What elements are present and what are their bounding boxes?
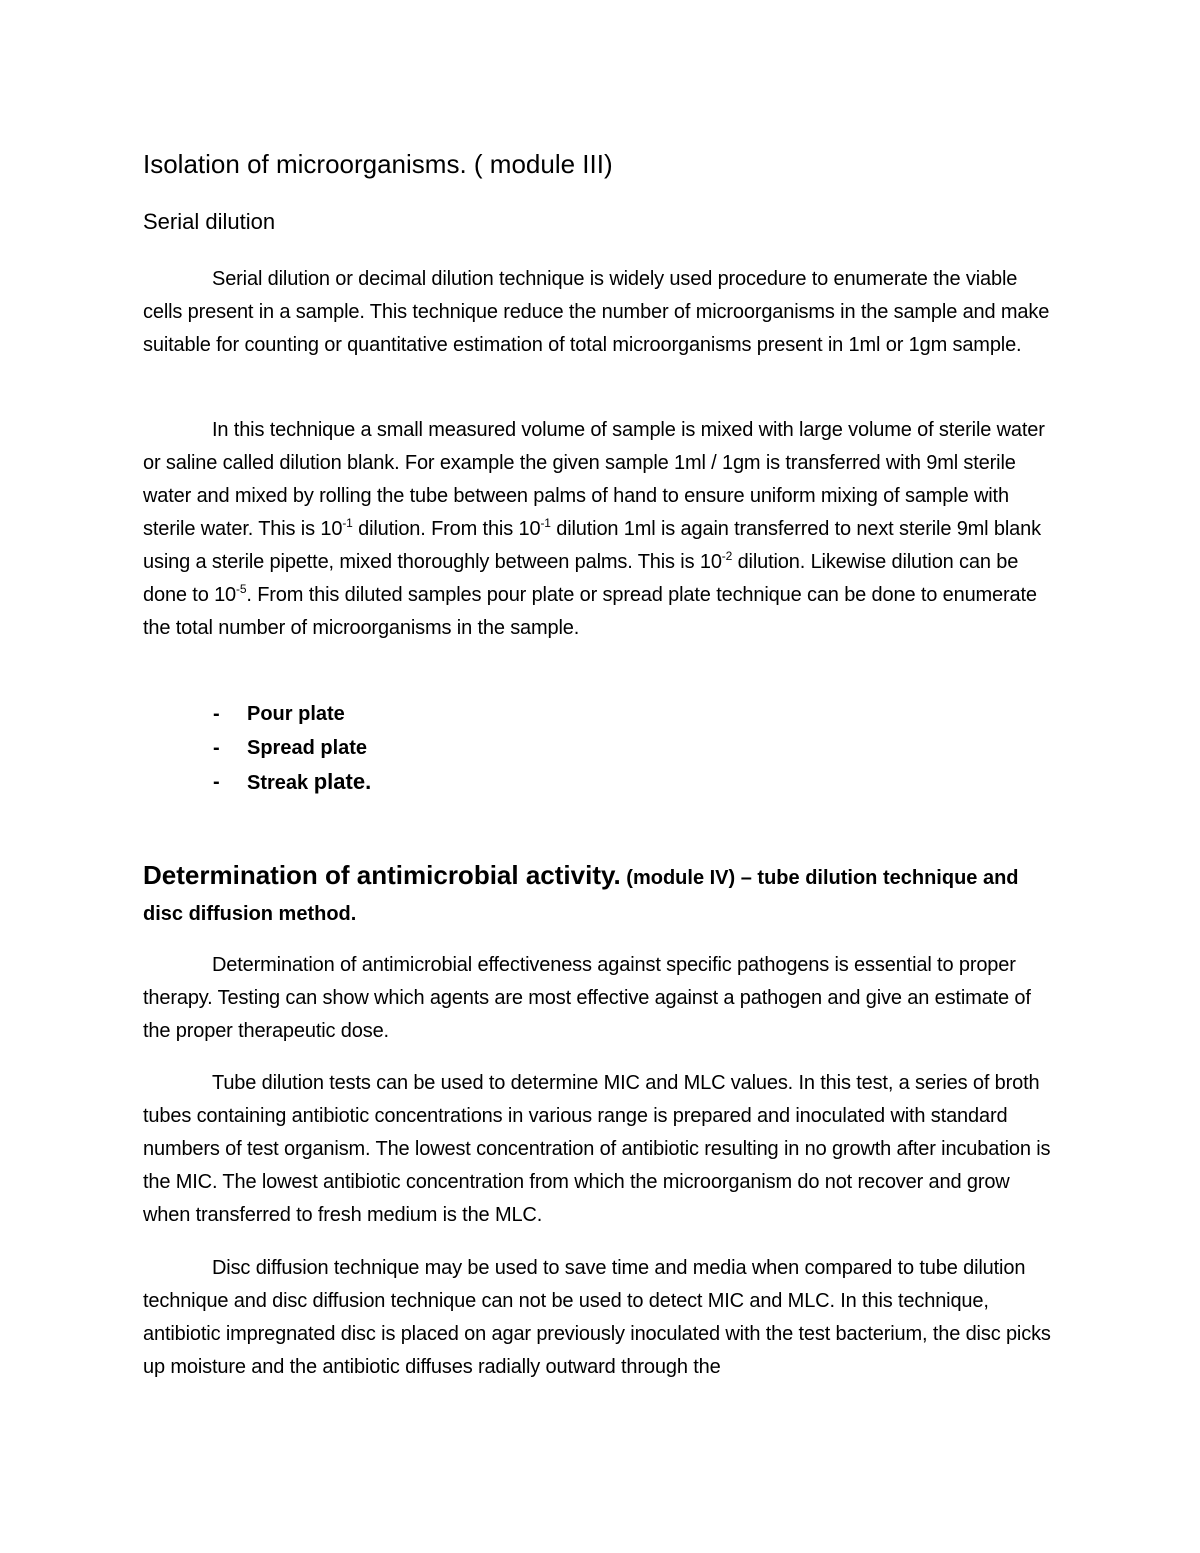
p2-text-d: dilution. Likewise dilution can be done to 10 <box>143 551 1019 606</box>
p2-text-b: dilution. From this 10 <box>352 518 541 540</box>
paragraph-serial-dilution: Serial dilution or decimal dilution technique is widely used procedure to enumerate the viable cells present in a sample. This technique reduce the number of microorganisms in the sample and make suitable for counting or quantitative estimation of total microorganisms present in 1ml or 1gm sample. <box>143 268 1050 356</box>
heading-module: (module IV) <box>620 867 736 889</box>
p2-text-a: In this technique a small measured volume of sample is mixed with large volume of sterile water or saline called dilution blank. For example the given sample 1ml / 1gm is transferred with 9ml sterile water and mixed by rolling the tube between palms of hand to ensure uniform mixing of sample with sterile water. This is 10 <box>143 419 1045 540</box>
p2-text-e: . From this diluted samples pour plate or spread plate technique can be done to enumerate the total number of microorganisms in the sample. <box>143 584 1037 639</box>
list-item-label-part: plate. <box>313 769 372 794</box>
list-item-label: Pour plate <box>247 703 345 725</box>
list-item <box>213 697 371 731</box>
paragraph-disc-diffusion: Disc diffusion technique may be used to save time and media when compared to tube dilution technique and disc diffusion technique can not be used to detect MIC and MLC. In this technique, antibiotic impregnated disc is placed on agar previously inoculated with the test bacterium, the disc picks up moisture and the antibiotic diffuses radially outward through the <box>143 1257 1051 1378</box>
heading-rest: – tube dilution technique and disc diffusion method. <box>143 867 1019 925</box>
paragraph-dilution-technique <box>143 414 1058 645</box>
p2-text-c: dilution 1ml is again transferred to next sterile 9ml blank using a sterile pipette, mixed thoroughly between palms. This is 10 <box>143 518 1041 573</box>
page-title: Isolation of microorganisms. ( module III) <box>143 149 613 179</box>
exponent-4: -5 <box>236 582 247 596</box>
paragraph-tube-dilution: Tube dilution tests can be used to determine MIC and MLC values. In this test, a series of broth tubes containing antibiotic concentrations in various range is prepared and inoculated with standard numbers of test organism. The lowest concentration of antibiotic resulting in no growth after incubation is the MIC. The lowest antibiotic concentration from which the microorganism do not recover and grow when transferred to fresh medium is the MLC. <box>143 1072 1051 1226</box>
plate-technique-list <box>213 697 371 799</box>
section-subtitle: Serial dilution <box>143 209 276 234</box>
list-item-label-part: Streak <box>247 772 314 794</box>
list-dash: - <box>213 703 220 725</box>
exponent-2: -1 <box>540 516 551 530</box>
list-dash: - <box>213 771 220 793</box>
exponent-1: -1 <box>342 516 353 530</box>
exponent-3: -2 <box>721 549 733 563</box>
list-item-label: Spread plate <box>247 737 368 759</box>
list-dash: - <box>213 737 220 759</box>
list-item <box>213 731 371 765</box>
section-heading-antimicrobial <box>143 857 1058 932</box>
heading-main: Determination of antimicrobial activity. <box>143 860 621 890</box>
list-item <box>213 765 371 799</box>
list-item-label <box>247 765 371 799</box>
paragraph-antimicrobial: Determination of antimicrobial effectiveness against specific pathogens is essential to proper therapy. Testing can show which agents are most effective against a pathogen and give an estimate of the proper therapeutic dose. <box>143 954 1031 1042</box>
